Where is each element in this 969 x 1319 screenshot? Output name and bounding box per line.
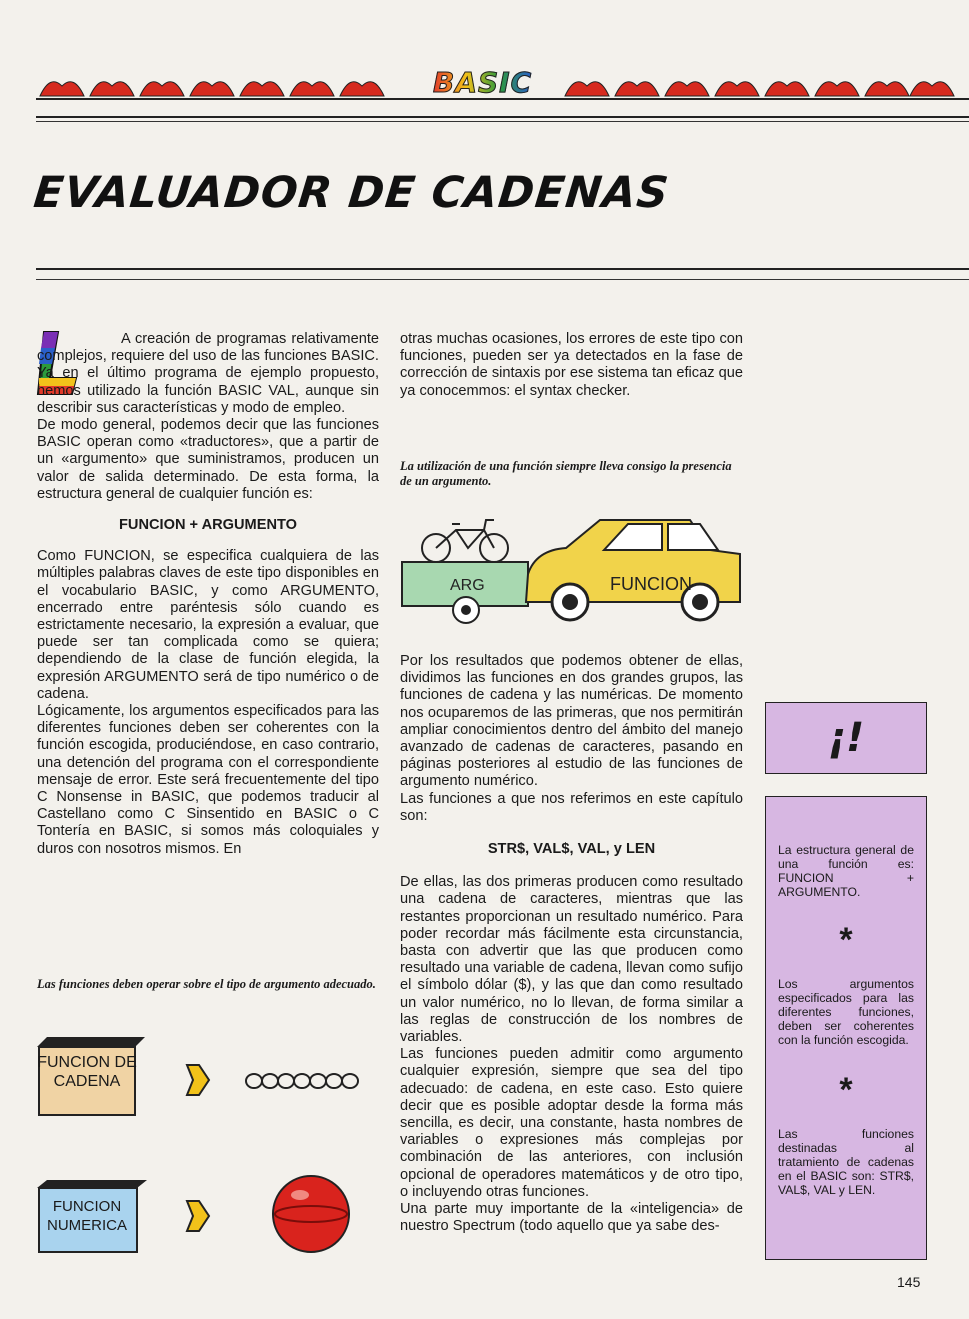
sidebar-notes-box [765, 796, 927, 1260]
numeric-function-box [37, 1180, 147, 1254]
paragraph: Las funciones a que nos referimos en este capítulo son: [400, 790, 743, 824]
ornament-icon [765, 82, 809, 96]
box-label: FUNCION NUMERICA [46, 1198, 127, 1234]
asterisk-icon: * [839, 921, 853, 959]
ornament-icon [240, 82, 284, 96]
paragraph: Lógicamente, los argumentos especificados para las diferentes funciones deben ser coherentes con la función escogida, produciéndose, en caso contrario, una detención del programa con el correspondiente mensaje de error. Este será frecuentemente del tipo C Nonsense in BASIC, que podemos traducir al Castellano como C Sinsentido en BASIC o C Tontería en BASIC, si somos más coloquiales y duros con nosotros mismos. En [37, 703, 379, 857]
ornament-icon [865, 82, 909, 96]
title-rule-thin [36, 279, 969, 280]
ornament-icon [615, 82, 659, 96]
ornament-icon [910, 82, 954, 96]
arrow-right-icon [185, 1199, 211, 1233]
sidebar-note: La estructura general de una función es: FUNCION + ARGUMENTO. [778, 843, 914, 899]
page-title: EVALUADOR DE CADENAS [31, 168, 672, 218]
ornament-icon [290, 82, 334, 96]
sidebar-head: ¡! [827, 715, 865, 761]
string-function-box [37, 1037, 145, 1117]
ornament-icon [140, 82, 184, 96]
basic-logo: BASIC [433, 66, 533, 99]
car-icon [526, 520, 740, 620]
car-illustration [400, 510, 745, 630]
paragraph: Por los resultados que podemos obtener de ellas, dividimos las funciones en dos grandes grupos, las funciones de cadena y las numéricas. De momento nos ocuparemos de las primeras, que nos permitirán ampliar conocimientos dentro del ámbito del manejo avanzado de cadenas de caracteres, pasando en páginas posteriores al estudio de las funciones de argumento numérico. [400, 653, 743, 790]
top-rule [36, 116, 969, 118]
page-number: 145 [897, 1274, 921, 1290]
ball-icon [270, 1173, 352, 1255]
asterisk-icon: * [839, 1071, 853, 1109]
chain-icon [244, 1069, 368, 1093]
left-caption: Las funciones deben operar sobre el tipo de argumento adecuado. [37, 977, 376, 991]
svg-text:ARG: ARG [450, 577, 485, 594]
left-column [37, 331, 379, 858]
formula: FUNCION + ARGUMENTO [119, 517, 297, 534]
right-column-bottom [400, 653, 743, 1236]
sidebar-note: Las funciones destinadas al tratamiento de cadenas en el BASIC son: STR$, VAL$, VAL y LEN. [778, 1127, 914, 1197]
ornament-icon [565, 82, 609, 96]
ornament-icon [40, 82, 84, 96]
sidebar-note: Los argumentos especificados para las diferentes funciones, deben ser coherentes con la función escogida. [778, 977, 914, 1047]
ornament-icon [90, 82, 134, 96]
paragraph: otras muchas ocasiones, los errores de este tipo con funciones, pueden ser ya detectados en la fase de corrección de sintaxis por ese sistema tan eficaz que ya conocemmos: el syntax checker. [400, 331, 743, 399]
paragraph: De modo general, podemos decir que las funciones BASIC operan como «traductores», que a partir de un «argumento» que suministramos, producen un valor de salida determinado. De esta forma, la estructura general de cualquier función es: [37, 417, 379, 502]
ornament-icon [815, 82, 859, 96]
sidebar-header-box [765, 702, 927, 774]
ornament-icon [190, 82, 234, 96]
bicycle-icon [422, 520, 508, 562]
paragraph: De ellas, las dos primeras producen como resultado una cadena de caracteres, mientras que las restantes proporcionan un resultado numérico. Para poder recordar más fácilmente esta circunstancia, basta con advertir que las que producen como resultado una variable de cadena, llevan como sufijo el símbolo dólar ($), y las que dan como resultado un valor numérico, no lo llevan, de forma similar a las reglas de construcción de los nombres de variables. [400, 874, 743, 1046]
ornament-icon [340, 82, 384, 96]
arrow-right-icon [185, 1063, 211, 1097]
svg-text:FUNCION: FUNCION [610, 574, 692, 594]
right-column-top [400, 331, 743, 400]
ornament-icon [665, 82, 709, 96]
ornament-icon [715, 82, 759, 96]
paragraph: Una parte muy importante de la «inteligencia» de nuestro Spectrum (todo aquello que ya sabe des- [400, 1201, 743, 1235]
title-rule [36, 268, 969, 270]
paragraph: A creación de programas relativamente complejos, requiere del uso de las funciones BASIC. Ya en el último programa de ejemplo propuesto, hemos utilizado la función BASIC VAL, aunque sin describir sus características y modo de empleo. [37, 331, 379, 416]
box-label: FUNCION DE CADENA [37, 1054, 137, 1090]
top-rule-thin [36, 121, 969, 122]
right-caption: La utilización de una función siempre lleva consigo la presencia de un argumento. [400, 459, 732, 488]
formula: STR$, VAL$, VAL, y LEN [487, 841, 656, 858]
paragraph: Como FUNCION, se especifica cualquiera de las múltiples palabras claves de este tipo disponibles en el vocabulario BASIC, y como ARGUMENTO, encerrado entre paréntesis sólo cuando es estrictamente necesario, la expresión a evaluar, que puede ser tan complicada como se quiera; dependiendo de la clase de función elegida, la expresión ARGUMENTO será de tipo numérico o de cadena. [37, 548, 379, 702]
paragraph: Las funciones pueden admitir como argumento cualquier expresión, siempre que sea del tipo adecuado: de cadena, en este caso. Esto quiere decir que es posible adoptar desde la forma más sencilla, es decir, una constante, hasta nombres de variables o expresiones más complejas por combinación de las anteriores, con inclusión opcional de operadores matemáticos y de otro tipo, o incluyendo otras funciones. [400, 1046, 743, 1200]
